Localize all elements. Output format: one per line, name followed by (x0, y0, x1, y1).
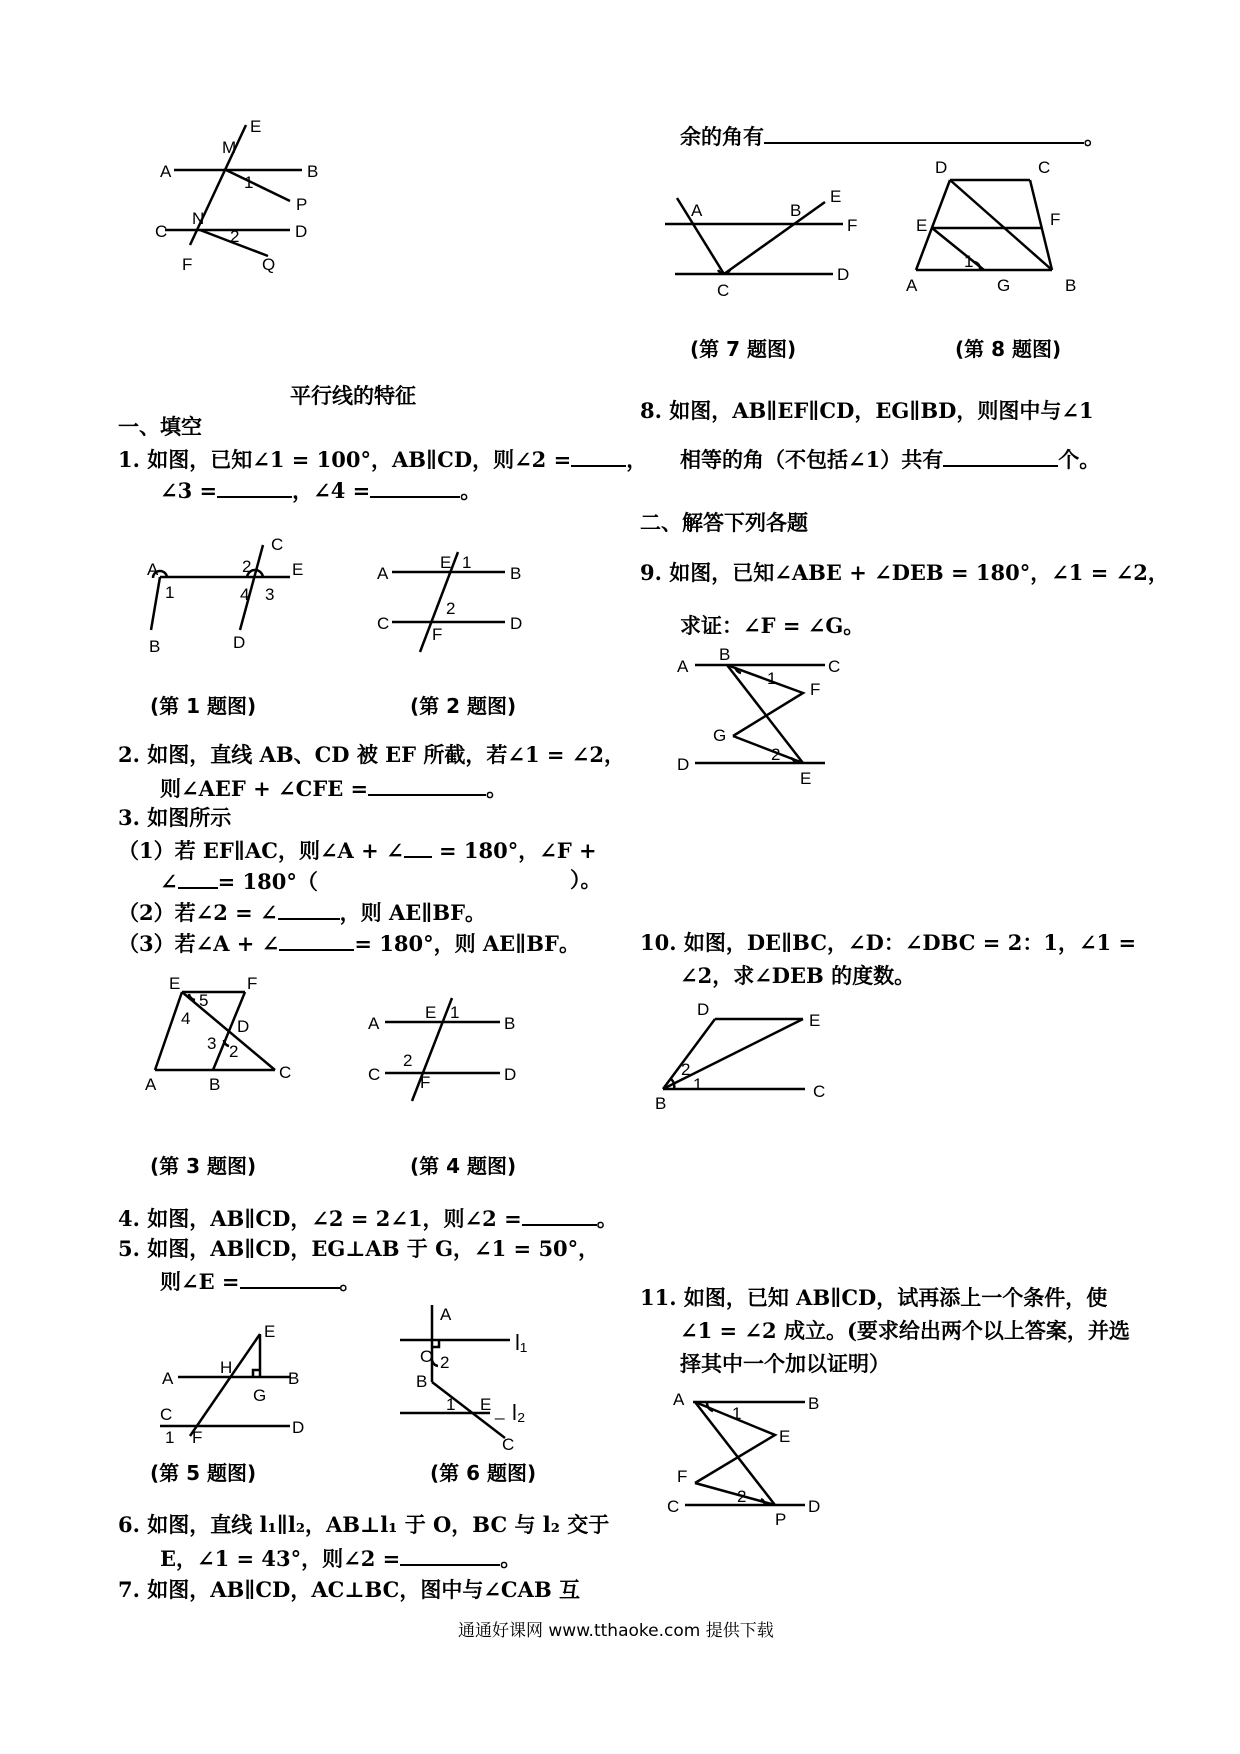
svg-text:l₁: l₁ (515, 1330, 528, 1355)
svg-text:O: O (420, 1347, 434, 1366)
q8-line1: 8. 如图，AB∥EF∥CD，EG∥BD，则图中与∠1 (640, 398, 1094, 423)
svg-text:D: D (233, 633, 246, 652)
svg-text:1: 1 (767, 669, 777, 688)
svg-text:F: F (677, 1467, 688, 1486)
svg-text:E: E (264, 1322, 276, 1341)
figure-7 (665, 187, 865, 300)
svg-text:5: 5 (199, 991, 209, 1010)
svg-text:Q: Q (262, 255, 276, 274)
svg-text:N: N (192, 209, 205, 228)
answer-blank[interactable] (240, 1267, 340, 1289)
svg-text:D: D (935, 158, 948, 177)
svg-text:2: 2 (446, 599, 456, 618)
answer-blank[interactable] (368, 774, 486, 796)
svg-text:E: E (916, 216, 928, 235)
svg-text:F: F (847, 216, 858, 235)
figure-4 (360, 996, 530, 1111)
svg-text:E: E (440, 553, 452, 572)
q11-line1: 11. 如图，已知 AB∥CD，试再添上一个条件，使 (640, 1285, 1108, 1310)
q9-line1: 9. 如图，已知∠ABE + ∠DEB = 180°，∠1 = ∠2， (640, 560, 1169, 585)
svg-text:F: F (420, 1073, 431, 1092)
figure-11 (665, 1385, 845, 1535)
svg-text:D: D (295, 222, 308, 241)
svg-text:1: 1 (244, 173, 254, 192)
svg-text:B: B (1065, 276, 1077, 295)
svg-text:E: E (292, 560, 304, 579)
answer-blank[interactable] (571, 445, 626, 467)
svg-text:E: E (480, 1395, 492, 1414)
svg-text:1: 1 (693, 1075, 703, 1094)
svg-text:2: 2 (242, 557, 252, 576)
svg-text:F: F (432, 625, 443, 644)
svg-text:F: F (247, 974, 258, 993)
answer-blank[interactable] (404, 836, 432, 858)
figure-3 (145, 974, 305, 1094)
svg-text:E: E (779, 1427, 791, 1446)
svg-text:B: B (149, 637, 161, 656)
svg-text:C: C (813, 1082, 826, 1101)
svg-text:2: 2 (403, 1051, 413, 1070)
figure-5 (160, 1320, 315, 1447)
answer-blank[interactable] (217, 476, 292, 498)
svg-text:E: E (169, 974, 181, 993)
svg-text:A: A (673, 1390, 685, 1409)
svg-text:M: M (222, 138, 237, 157)
answer-blank[interactable] (370, 476, 460, 498)
svg-text:1: 1 (964, 252, 974, 271)
svg-text:4: 4 (181, 1009, 191, 1028)
svg-text:A: A (691, 201, 703, 220)
svg-text:B: B (209, 1075, 221, 1094)
svg-text:B: B (808, 1394, 820, 1413)
svg-text:B: B (655, 1094, 667, 1113)
caption-fig4: (第 4 题图) (410, 1154, 517, 1178)
section-title: 平行线的特征 (290, 383, 416, 408)
q7-line1: 7. 如图，AB∥CD，AC⊥BC，图中与∠CAB 互 (118, 1577, 580, 1602)
svg-text:D: D (677, 755, 690, 774)
svg-text:B: B (719, 645, 731, 664)
q3-sub2: （2）若∠2 = ∠ ，则 AE∥BF。 (118, 900, 487, 925)
answer-blank[interactable] (279, 929, 354, 951)
caption-fig8: (第 8 题图) (955, 337, 1062, 361)
svg-text:F: F (182, 255, 193, 274)
q3-sub1-cont: ∠ = 180°（ ）。 (160, 867, 602, 894)
caption-fig1: (第 1 题图) (150, 694, 257, 718)
svg-text:A: A (147, 560, 159, 579)
caption-fig7: (第 7 题图) (690, 337, 797, 361)
svg-text:1: 1 (732, 1404, 742, 1423)
answer-blank[interactable] (278, 898, 340, 920)
svg-text:2: 2 (737, 1487, 747, 1506)
svg-text:G: G (997, 276, 1011, 295)
svg-text:C: C (1038, 158, 1051, 177)
svg-text:C: C (717, 281, 730, 300)
q2-line1: 2. 如图，直线 AB、CD 被 EF 所截，若∠1 = ∠2， (118, 742, 625, 767)
footer-text: 通通好课网 www.tthaoke.com 提供下载 (458, 1621, 774, 1641)
q5-line2: 则∠E = 。 (160, 1269, 361, 1294)
q4-line: 4. 如图，AB∥CD，∠2 = 2∠1，则∠2 = 。 (118, 1206, 618, 1231)
svg-text:l₂: l₂ (512, 1400, 526, 1425)
svg-text:C: C (502, 1435, 515, 1454)
q9-line2: 求证：∠F = ∠G。 (680, 613, 865, 638)
svg-text:B: B (416, 1372, 428, 1391)
q1-line2: ∠3 = ，∠4 = 。 (160, 478, 482, 503)
svg-text:1: 1 (462, 553, 472, 572)
svg-text:P: P (296, 195, 308, 214)
svg-text:A: A (162, 1369, 174, 1388)
svg-text:2: 2 (771, 745, 781, 764)
svg-text:D: D (837, 265, 850, 284)
svg-text:F: F (810, 680, 821, 699)
answer-blank[interactable] (943, 445, 1058, 467)
svg-text:E: E (830, 187, 842, 206)
svg-text:C: C (667, 1497, 680, 1516)
svg-text:A: A (160, 162, 172, 181)
svg-text:D: D (808, 1497, 821, 1516)
svg-text:B: B (504, 1014, 516, 1033)
q2-line2: 则∠AEF + ∠CFE = 。 (160, 776, 508, 801)
q1-line1: 1. 如图，已知∠1 = 100°，AB∥CD，则∠2 = ， (118, 447, 648, 472)
q5-line1: 5. 如图，AB∥CD，EG⊥AB 于 G，∠1 = 50°， (118, 1236, 600, 1261)
svg-text:C: C (155, 222, 168, 241)
svg-text:E: E (425, 1003, 437, 1022)
answer-blank[interactable] (764, 122, 1084, 144)
caption-fig6: (第 6 题图) (430, 1461, 537, 1485)
svg-text:P: P (775, 1510, 787, 1529)
svg-text:B: B (307, 162, 319, 181)
svg-text:1: 1 (450, 1003, 460, 1022)
top-left-figure (155, 117, 320, 275)
caption-fig3: (第 3 题图) (150, 1154, 257, 1178)
q6-line1: 6. 如图，直线 l₁∥l₂，AB⊥l₁ 于 O，BC 与 l₂ 交于 (118, 1512, 610, 1537)
svg-text:D: D (510, 614, 523, 633)
svg-text:G: G (713, 726, 727, 745)
svg-text:D: D (504, 1065, 517, 1084)
svg-text:1: 1 (446, 1395, 456, 1414)
svg-text:1: 1 (165, 583, 175, 602)
svg-text:3: 3 (207, 1034, 217, 1053)
svg-text:A: A (906, 276, 918, 295)
svg-text:B: B (288, 1369, 300, 1388)
svg-text:E: E (809, 1011, 821, 1030)
svg-text:C: C (368, 1065, 381, 1084)
figure-6 (400, 1300, 560, 1454)
svg-text:F: F (192, 1428, 203, 1447)
svg-text:2: 2 (681, 1060, 691, 1079)
svg-text:A: A (145, 1075, 157, 1094)
svg-text:C: C (828, 657, 841, 676)
svg-text:H: H (220, 1358, 233, 1377)
figure-2 (370, 552, 540, 662)
figure-9 (675, 645, 855, 790)
q11-line3: 择其中一个加以证明） (680, 1351, 890, 1376)
svg-text:1: 1 (165, 1428, 175, 1447)
q7-line2: 余的角有 。 (680, 124, 1105, 149)
svg-text:2: 2 (230, 227, 240, 246)
svg-text:A: A (377, 564, 389, 583)
q3-line1: 3. 如图所示 (118, 805, 232, 830)
caption-fig2: (第 2 题图) (410, 694, 517, 718)
svg-text:3: 3 (265, 585, 275, 604)
q3-sub3: （3）若∠A + ∠ = 180°，则 AE∥BF。 (118, 931, 580, 956)
svg-text:B: B (790, 201, 802, 220)
q10-line2: ∠2，求∠DEB 的度数。 (680, 963, 916, 988)
svg-text:_: _ (495, 1401, 505, 1420)
svg-text:A: A (440, 1305, 452, 1324)
svg-text:E: E (250, 117, 262, 136)
svg-text:C: C (377, 614, 390, 633)
figure-1 (145, 530, 315, 656)
svg-text:D: D (697, 1000, 710, 1019)
q6-line2: E，∠1 = 43°，则∠2 = 。 (160, 1546, 522, 1571)
svg-text:B: B (510, 564, 522, 583)
svg-text:A: A (677, 657, 689, 676)
svg-text:G: G (253, 1386, 267, 1405)
svg-text:2: 2 (440, 1353, 450, 1372)
svg-text:E: E (800, 769, 812, 788)
svg-text:D: D (292, 1418, 305, 1437)
svg-text:D: D (237, 1017, 250, 1036)
svg-text:C: C (279, 1063, 292, 1082)
caption-fig5: (第 5 题图) (150, 1461, 257, 1485)
svg-text:F: F (1050, 210, 1061, 229)
q8-line2: 相等的角（不包括∠1）共有 个。 (680, 447, 1101, 472)
figure-8 (906, 158, 1090, 300)
svg-text:A: A (368, 1014, 380, 1033)
part2-heading: 二、解答下列各题 (640, 510, 808, 535)
q10-line1: 10. 如图，DE∥BC，∠D：∠DBC = 2：1，∠1 = (640, 930, 1137, 955)
svg-text:C: C (160, 1405, 173, 1424)
answer-blank[interactable] (400, 1544, 500, 1566)
svg-text:4: 4 (240, 585, 250, 604)
svg-text:C: C (271, 535, 284, 554)
part1-heading: 一、填空 (118, 414, 202, 439)
figure-10 (655, 1000, 835, 1115)
q3-sub1: （1）若 EF∥AC，则∠A + ∠ = 180°，∠F + (118, 838, 597, 863)
answer-blank[interactable] (178, 867, 218, 889)
q11-line2: ∠1 = ∠2 成立。(要求给出两个以上答案，并选 (680, 1318, 1130, 1343)
svg-text:2: 2 (229, 1042, 239, 1061)
answer-blank[interactable] (522, 1204, 597, 1226)
